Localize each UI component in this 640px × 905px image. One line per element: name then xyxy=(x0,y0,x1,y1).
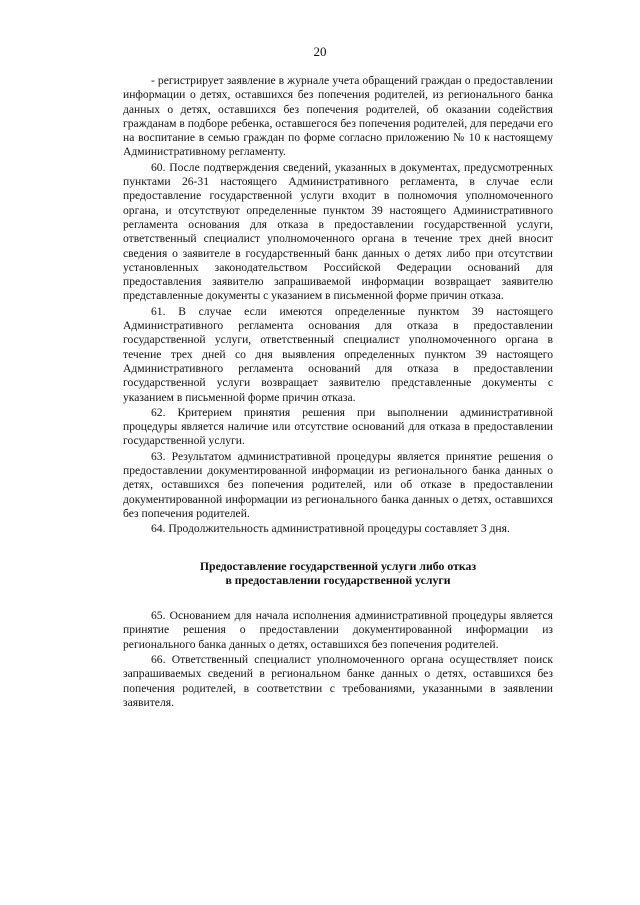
paragraph-61: 61. В случае если имеются определенные пунктом 39 настоящего Административного регламента основания для отказа в предоставлении государственной услуги, ответственный специалист уполномоченного органа в течение трех дней со дня выявления определенных пунктом 39 настоящего Административного регламента оснований для отказа в предоставлении государственной услуги возвращает заявителю представленные документы с указанием в письменной форме причин отказа. xyxy=(123,304,553,404)
section-heading xyxy=(123,559,553,588)
section-heading-line-2: в предоставлении государственной услуги xyxy=(225,572,451,587)
paragraph-registration: - регистрирует заявление в журнале учета обращений граждан о предоставлении информации о детях, оставшихся без попечения родителей, из регионального банка данных о детях, оставшихся без попечения родителей, об оказании содействия гражданам в подборе ребенка, оставшегося без попечения родителей, для передачи его на воспитание в семью граждан по форме согласно приложению № 10 к настоящему Административному регламенту. xyxy=(123,74,553,159)
document-body xyxy=(123,74,553,710)
paragraph-63: 63. Результатом административной процедуры является принятие решения о предоставлении документированной информации из регионального банка данных о детях, оставшихся без попечения родителей, или об отказе в предоставлении документированной информации из регионального банка данных о детях, оставшихся без попечения родителей. xyxy=(123,449,553,520)
section-heading-line-1: Предоставление государственной услуги либо отказ xyxy=(199,558,477,573)
paragraph-62: 62. Критерием принятия решения при выполнении административной процедуры является наличие или отсутствие оснований для отказа в предоставлении государственной услуги. xyxy=(123,405,553,448)
paragraph-65: 65. Основанием для начала исполнения административной процедуры является принятие решения о предоставлении документированной информации из регионального банка данных о детях, оставшихся без попечения родителей. xyxy=(123,609,553,651)
page-number: 20 xyxy=(313,44,327,59)
paragraph-64: 64. Продолжительность административной процедуры составляет 3 дня. xyxy=(151,522,510,536)
paragraph-66: 66. Ответственный специалист уполномоченного органа осуществляет поиск запрашиваемых сведений в региональном банке данных о детях, оставшихся без попечения родителей, в соответствии с требованиями, указанными в заявлении заявителя. xyxy=(123,652,553,709)
paragraph-60: 60. После подтверждения сведений, указанных в документах, предусмотренных пунктами 26-31 настоящего Административного регламента, в случае если предоставление государственной услуги входит в полномочия уполномоченного органа, и отсутствуют определенные пунктом 39 настоящего Административного регламента основания для отказа в предоставлении государственной услуги, ответственный специалист уполномоченного органа в течение трех дней вносит сведения о заявителе в государственный банк данных о детях либо при отсутствии установленных законодательством Российской Федерации оснований для предоставления заявителю запрашиваемой информации возвращает заявителю представленные документы с указанием в письменной форме причин отказа. xyxy=(123,160,553,303)
